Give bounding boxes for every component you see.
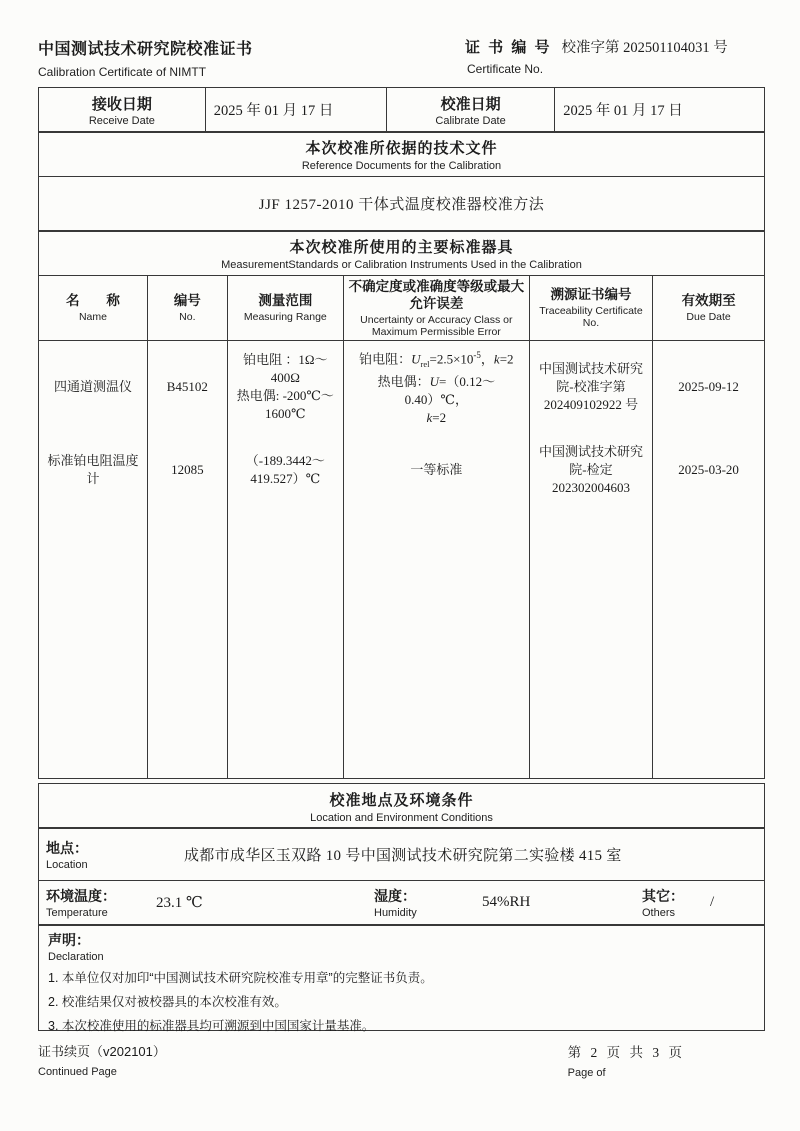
location-title-en: Location and Environment Conditions [310,811,493,824]
calibrate-date-label-cell [387,88,555,132]
instrument-1-due-date: 2025-09-12 [678,378,739,394]
instrument-1-traceability: 中国测试技术研究院-校准字第 202409102922 号 [538,360,643,412]
page-title-en: Calibration Certificate of NIMTT [38,65,207,79]
page-number: 第 2 页 共 3 页 [567,1045,685,1060]
reference-document: JJF 1257-2010 干体式温度校准器校准方法 [38,176,765,232]
declaration-item-2: 2. 校准结果仅对被校器具的本次校准有效。 [48,995,287,1009]
range-line-2: 热电偶: -200℃～1600℃ [236,387,334,421]
temperature-label-block [46,886,134,919]
unc-part: U [429,373,439,389]
receive-date-label-cell [39,88,206,132]
temperature-value: 23.1 ℃ [156,895,203,911]
location-row [38,827,765,881]
certificate-no-label: 证 书 编 号 [465,39,552,56]
declaration-items [48,966,754,1038]
temperature-label-en: Temperature [46,907,108,919]
instrument-1-uncertainty [347,343,526,431]
footer-right-block [568,1041,685,1079]
unc-part: k [426,409,433,425]
declaration-item-3: 3. 本次校准使用的标准器具均可溯源到中国国家计量基准。 [48,1019,375,1033]
unc-part: =2.5×10 [429,351,474,367]
col-range-en: Measuring Range [243,311,327,323]
continued-page-label-en: Continued Page [38,1066,117,1078]
certificate-no-value: 校准字第 202501104031 号 [561,40,728,56]
unc-part: k [493,351,500,367]
declaration-label: 声明： [48,932,90,948]
footer-left-block [38,1041,166,1079]
col-range-zh: 测量范围 [258,293,313,308]
declaration-box [38,924,765,1031]
col-no-en: No. [179,311,196,323]
declaration-item-1: 1. 本单位仅对加印“中国测试技术研究院校准专用章”的完整证书负责。 [48,971,433,985]
reference-section-title [38,131,765,177]
humidity-label: 湿度： [374,888,416,904]
calibrate-date-label-en: Calibrate Date [435,114,506,127]
col-name-en: Name [78,311,107,323]
col-due-en: Due Date [686,311,731,323]
instrument-2-name: 标准铂电阻温度计 [47,452,139,486]
col-header-range [227,275,343,340]
col-due-zh: 有效期至 [681,293,736,308]
location-title-zh: 校准地点及环境条件 [329,791,474,809]
unc-part: =2 [432,409,447,425]
traceability-column-cell [529,340,652,778]
others-value: / [710,894,715,910]
col-header-uncertainty [343,275,529,340]
due-column-cell [653,340,765,778]
declaration-label-en: Declaration [48,951,104,963]
location-label-en: Location [46,858,88,871]
certificate-number-line [465,36,765,57]
title-block [38,36,253,79]
unc-part: =2 [499,351,514,367]
unc-part: 铂电阻： [359,351,412,367]
others-label-en: Others [642,907,676,919]
humidity-value: 54%RH [482,894,531,910]
environment-row [38,880,765,926]
unc-part: -5 [473,350,481,361]
humidity-label-en: Humidity [374,907,417,919]
col-name-zh: 名 称 [65,293,120,308]
document-header [38,36,765,79]
unc-part: U [411,351,421,367]
instrument-2-due-date: 2025-03-20 [678,461,739,477]
col-unc-zh: 不确定度或准确度等级或最大允许误差 [348,278,525,311]
name-column-cell [39,340,148,778]
instrument-1-range [231,343,340,431]
range-column-cell [227,340,343,778]
instrument-1-no: B45102 [166,378,208,394]
page-title: 中国测试技术研究院校准证书 [38,41,253,58]
col-header-due [653,275,765,340]
humidity-label-block [374,886,466,919]
uncertainty-line-1 [359,346,513,373]
receive-date-label-en: Receive Date [88,114,155,127]
unc-part: rel [420,358,430,369]
location-value: 成都市成华区玉双路 10 号中国测试技术研究院第二实验楼 415 室 [184,847,622,864]
instrument-2-range: （-189.3442～419.527）℃ [245,452,325,486]
instrument-2-uncertainty: 一等标准 [410,461,463,477]
temperature-label: 环境温度： [46,888,116,904]
col-header-traceability [529,275,652,340]
certificate-number-block [465,36,765,76]
uncertainty-line-2 [347,373,526,409]
page-number-en: Page of [567,1067,606,1079]
standards-title-zh: 本次校准所使用的主要标准器具 [289,239,514,256]
col-no-zh: 编号 [173,293,201,308]
calibrate-date-value: 2025 年 01 月 17 日 [563,103,683,119]
reference-title-zh: 本次校准所依据的技术文件 [305,140,498,157]
uncertainty-line-3 [427,409,447,427]
standards-table [38,275,765,779]
instrument-2-traceability: 中国测试技术研究院-检定 202302004603 [538,443,643,495]
no-column-cell [147,340,227,778]
others-label-block [642,886,704,919]
receive-date-label: 接收日期 [91,95,152,113]
standards-body-row [39,340,765,778]
range-line-1: 铂电阻 ：1Ω～400Ω [243,351,328,385]
unc-part: =（0.12～0.40）℃， [404,373,496,407]
standards-header-row [39,275,765,340]
calibrate-date-label: 校准日期 [440,95,501,113]
continued-page-label: 证书续页（v202101） [38,1044,166,1059]
col-trace-en: Traceability Certificate No. [539,305,643,329]
unc-part: 热电偶： [377,373,430,389]
col-trace-zh: 溯源证书编号 [550,287,632,302]
page-footer [38,1041,765,1079]
col-header-name [39,275,148,340]
col-unc-en: Uncertainty or Accuracy Class or Maximum Permissible Error [360,313,513,338]
dates-table [38,87,765,133]
instrument-2-no: 12085 [171,461,204,477]
col-header-no [147,275,227,340]
location-section-title [38,783,765,829]
unc-part: ， [480,351,494,367]
receive-date-value: 2025 年 01 月 17 日 [206,88,387,132]
others-label: 其它： [642,888,684,904]
uncertainty-column-cell [343,340,529,778]
standards-title-en: MeasurementStandards or Calibration Instruments Used in the Calibration [221,259,582,271]
location-label: 地点： [46,839,88,856]
standards-section-title [38,230,765,276]
reference-title-en: Reference Documents for the Calibration [301,160,502,172]
location-label-block [46,838,146,871]
instrument-1-name: 四通道测温仪 [53,378,132,394]
certificate-no-label-en: Certificate No. [467,62,544,76]
